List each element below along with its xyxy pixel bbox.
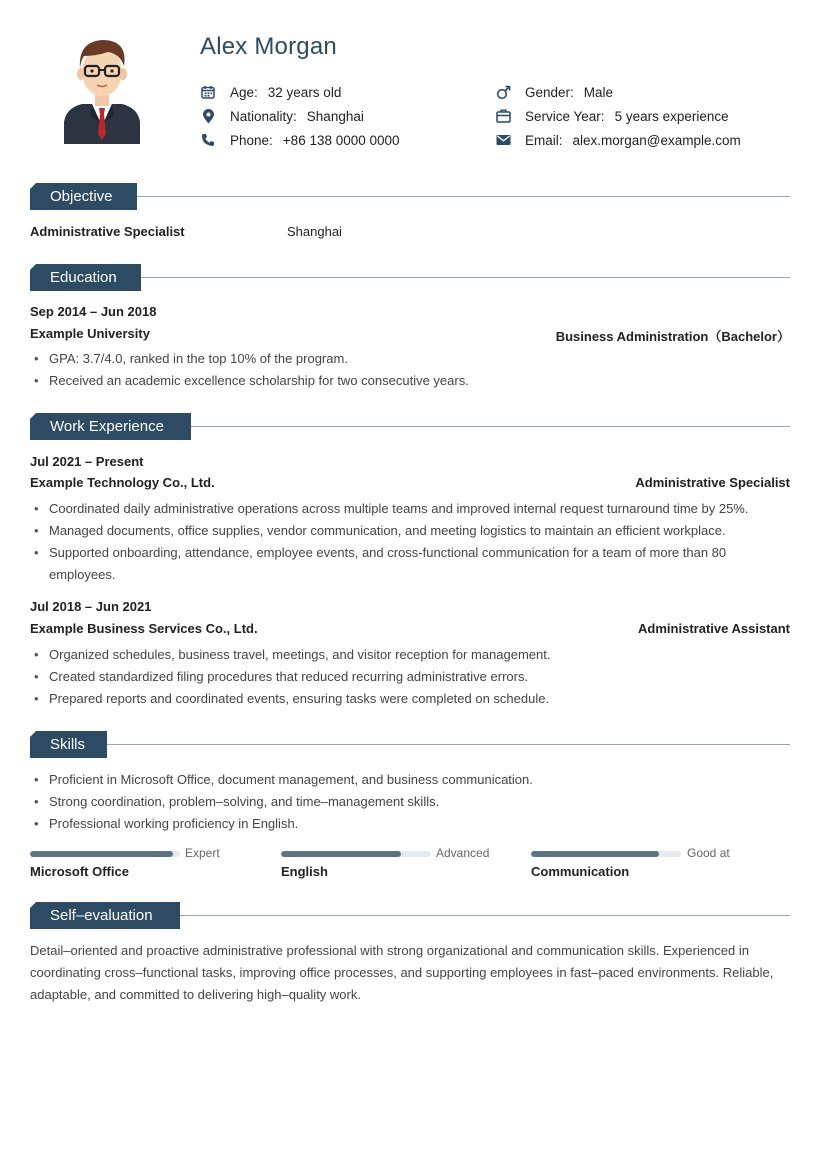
section-education — [30, 264, 790, 291]
skill-name: Microsoft Office — [30, 864, 129, 879]
skill-level: Advanced — [436, 846, 490, 860]
job-role: Administrative Specialist — [635, 475, 790, 490]
list-item: • Professional working proficiency in English. — [30, 813, 795, 835]
list-item: • GPA: 3.7/4.0, ranked in the top 10% of the program. — [30, 348, 795, 370]
section-divider — [191, 426, 790, 427]
skill-bar-fill — [281, 851, 401, 857]
avatar — [60, 30, 144, 144]
section-divider — [180, 915, 790, 916]
info-service-year — [495, 106, 729, 126]
education-period: Sep 2014 – Jun 2018 — [30, 304, 157, 319]
list-item: • Organized schedules, business travel, meetings, and visitor reception for management. — [30, 644, 795, 666]
skill-name: Communication — [531, 864, 630, 879]
objective-position: Administrative Specialist — [30, 224, 185, 239]
skill-level: Expert — [185, 846, 220, 860]
section-work-experience — [30, 413, 790, 440]
education-major: Business Administration（Bachelor） — [555, 329, 790, 344]
list-item: • Created standardized filing procedures that reduced recurring administrative errors. — [30, 666, 795, 688]
list-item: • Proficient in Microsoft Office, document management, and business communication. — [30, 769, 795, 791]
section-self-evaluation — [30, 902, 790, 929]
job-company: Example Business Services Co., Ltd. — [30, 621, 258, 636]
info-nationality — [200, 106, 364, 126]
list-item: • Managed documents, office supplies, vendor communication, and meeting logistics to maintain an efficient workplace. — [30, 520, 795, 542]
candidate-name: Alex Morgan — [200, 33, 337, 60]
email-icon — [495, 132, 511, 148]
skill-bar-communication — [531, 851, 681, 857]
info-age — [200, 82, 341, 102]
job-company: Example Technology Co., Ltd. — [30, 475, 215, 490]
info-gender — [495, 82, 613, 102]
list-item: • Received an academic excellence scholarship for two consecutive years. — [30, 370, 795, 392]
calendar-icon — [200, 84, 216, 100]
gender-value: Male — [583, 84, 614, 100]
list-item: • Coordinated daily administrative operations across multiple teams and improved internal request turnaround time by 25%. — [30, 498, 795, 520]
section-divider — [141, 277, 790, 278]
job-role: Administrative Assistant — [638, 621, 790, 636]
skill-bar-fill — [30, 851, 173, 857]
list-item: • Strong coordination, problem–solving, and time–management skills. — [30, 791, 795, 813]
skill-bar-microsoft-office — [30, 851, 180, 857]
info-email — [495, 130, 741, 150]
email-value[interactable]: alex.morgan@example.com — [572, 132, 741, 148]
objective-location: Shanghai — [287, 224, 342, 239]
education-school: Example University — [30, 326, 150, 341]
phone-label: Phone: — [230, 132, 273, 148]
skill-bar-fill — [531, 851, 659, 857]
section-title-self-evaluation: Self–evaluation — [30, 902, 180, 929]
section-divider — [107, 744, 790, 745]
age-value: 32 years old — [267, 84, 342, 100]
skill-bar-english — [281, 851, 431, 857]
briefcase-icon — [495, 108, 511, 124]
nationality-label: Nationality: — [230, 108, 297, 124]
info-phone — [200, 130, 400, 150]
age-label: Age: — [230, 84, 258, 100]
gender-label: Gender: — [525, 84, 574, 100]
section-divider — [137, 196, 790, 197]
phone-value: +86 138 0000 0000 — [282, 132, 400, 148]
section-title-objective: Objective — [30, 183, 137, 210]
list-item: • Prepared reports and coordinated events, ensuring tasks were completed on schedule. — [30, 688, 795, 710]
section-skills — [30, 731, 790, 758]
skill-name: English — [281, 864, 328, 879]
job-period: Jul 2021 – Present — [30, 454, 144, 469]
section-title-education: Education — [30, 264, 141, 291]
job-period: Jul 2018 – Jun 2021 — [30, 599, 152, 614]
self-evaluation-text: Detail–oriented and proactive administrative professional with strong organizational and communication skills. Experienced in coordinating cross–functional tasks, improving office processes, and supporting employees in fast–paced environments. Reliable, adaptable, and committed to delivering high–quality work. — [30, 943, 774, 1002]
email-label: Email: — [525, 132, 563, 148]
section-title-work: Work Experience — [30, 413, 191, 440]
service-year-value: 5 years experience — [614, 108, 729, 124]
location-icon — [200, 108, 216, 124]
gender-male-icon — [495, 84, 511, 100]
service-year-label: Service Year: — [525, 108, 605, 124]
phone-icon — [200, 132, 216, 148]
nationality-value: Shanghai — [306, 108, 364, 124]
section-objective — [30, 183, 790, 210]
section-title-skills: Skills — [30, 731, 107, 758]
skill-level: Good at — [687, 846, 730, 860]
list-item: • Supported onboarding, attendance, employee events, and cross-functional communication for a team of more than 80 employees. — [30, 542, 795, 586]
